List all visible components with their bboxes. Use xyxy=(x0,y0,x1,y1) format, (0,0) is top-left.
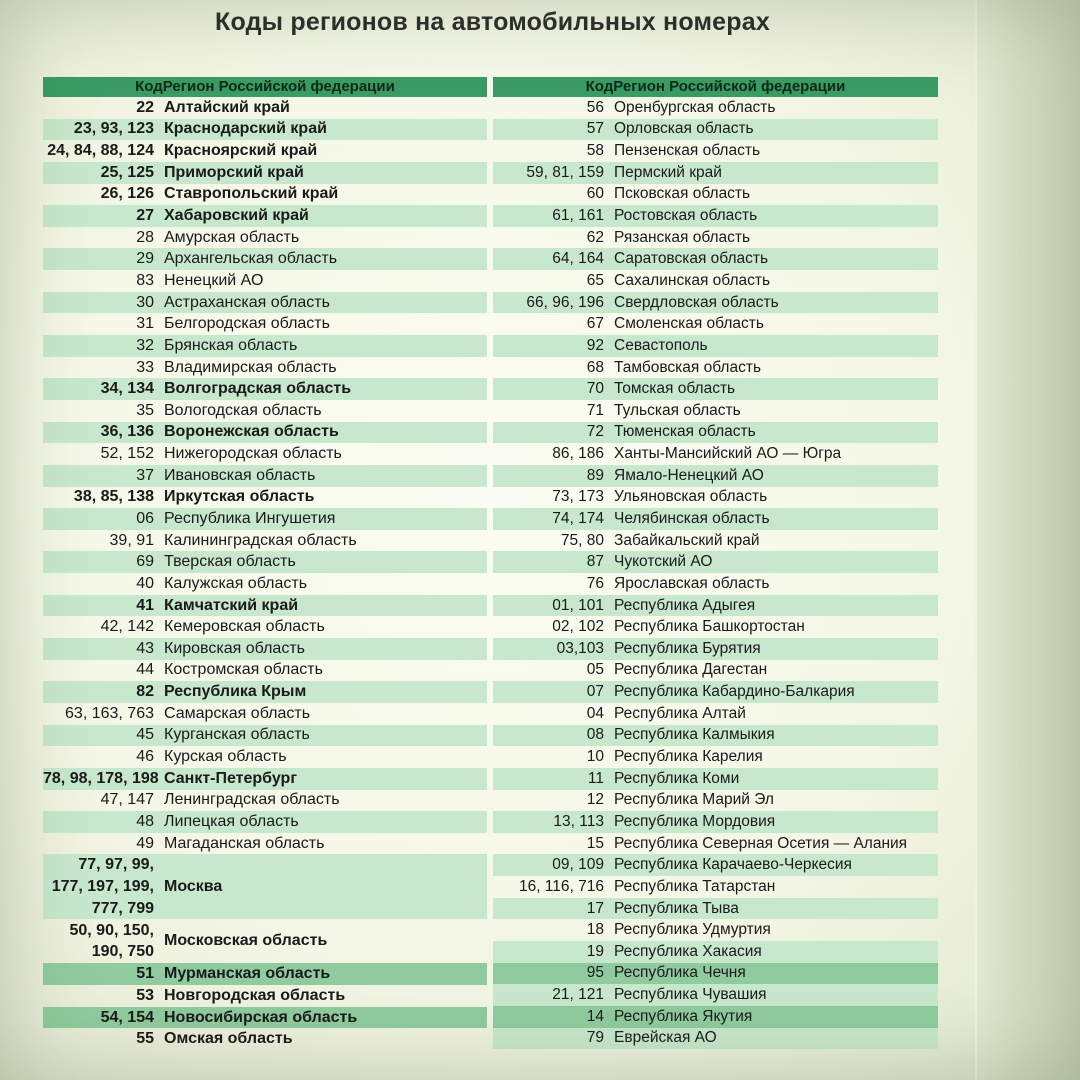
region-code: 30 xyxy=(136,293,154,311)
region-name: Калининградская область xyxy=(164,531,357,549)
table-row xyxy=(493,313,938,335)
region-name: Курская область xyxy=(164,748,287,766)
region-name: Республика Адыгея xyxy=(614,596,756,614)
region-name: Ярославская область xyxy=(614,574,770,592)
table-row xyxy=(43,248,487,270)
table-row xyxy=(43,313,487,335)
table-row xyxy=(43,357,487,379)
region-code: 07 xyxy=(586,683,604,701)
region-code: 23, 93, 123 xyxy=(73,120,154,138)
region-code: 95 xyxy=(586,964,604,982)
region-code: 79 xyxy=(586,1029,604,1047)
region-name: Ленинградская область xyxy=(164,791,340,809)
region-name: Красноярский край xyxy=(164,142,318,160)
region-name: Кировская область xyxy=(164,639,305,657)
region-name: Республика Кабардино-Балкария xyxy=(614,683,855,701)
table-row xyxy=(43,1007,487,1029)
table-row xyxy=(493,1006,938,1028)
region-name: Тюменская область xyxy=(614,423,756,441)
region-code: 78, 98, 178, 198 xyxy=(43,769,159,787)
region-code: 40 xyxy=(136,574,154,592)
table-row xyxy=(493,768,938,790)
region-code: 03,103 xyxy=(556,639,604,657)
region-code: 59, 81, 159 xyxy=(526,163,604,181)
table-row xyxy=(493,530,938,552)
left-table-body xyxy=(43,97,487,1050)
region-code: 21, 121 xyxy=(552,986,604,1004)
region-name: Республика Якутия xyxy=(614,1007,753,1025)
table-row xyxy=(43,790,487,812)
right-table-body xyxy=(493,97,938,1049)
region-code: 56 xyxy=(586,98,604,116)
region-name: Республика Чувашия xyxy=(614,986,767,1004)
region-name: Ульяновская область xyxy=(614,488,768,506)
table-row xyxy=(493,378,938,400)
region-code: 62 xyxy=(586,228,604,246)
region-name: Республика Чечня xyxy=(614,964,746,982)
region-code: 06 xyxy=(136,509,154,527)
table-row xyxy=(43,227,487,249)
region-name: Омская область xyxy=(164,1030,293,1048)
table-row xyxy=(493,357,938,379)
table-row xyxy=(43,919,487,963)
page-edge xyxy=(975,0,1080,1080)
region-code: 55 xyxy=(136,1030,154,1048)
table-row xyxy=(43,595,487,617)
table-row xyxy=(43,616,487,638)
region-name: Республика Башкортостан xyxy=(614,618,805,636)
table-row xyxy=(493,811,938,833)
table-row xyxy=(493,487,938,509)
region-code: 09, 109 xyxy=(552,856,604,874)
region-code: 68 xyxy=(586,358,604,376)
table-row xyxy=(43,184,487,206)
table-row xyxy=(493,422,938,444)
region-name: Республика Северная Осетия — Алания xyxy=(614,834,908,852)
region-name: Новгородская область xyxy=(164,986,346,1004)
table-row xyxy=(43,292,487,314)
region-name: Самарская область xyxy=(164,704,311,722)
region-name: Тульская область xyxy=(614,401,741,419)
region-code: 14 xyxy=(586,1007,604,1025)
region-name: Республика Удмуртия xyxy=(614,921,771,939)
region-code: 05 xyxy=(586,661,604,679)
table-row xyxy=(493,854,938,876)
region-name: Брянская область xyxy=(164,336,298,354)
table-row xyxy=(493,335,938,357)
region-name: Республика Татарстан xyxy=(614,877,776,895)
table-row xyxy=(43,963,487,985)
region-name: Мурманская область xyxy=(164,965,331,983)
region-code: 82 xyxy=(136,683,154,701)
region-name: Республика Марий Эл xyxy=(614,791,774,809)
table-row xyxy=(43,422,487,444)
region-code: 37 xyxy=(136,466,154,484)
region-name: Орловская область xyxy=(614,120,754,138)
region-name: Еврейская АО xyxy=(614,1029,717,1047)
region-code: 64, 164 xyxy=(552,250,604,268)
region-name: Архангельская область xyxy=(164,250,338,268)
region-name: Санкт-Петербург xyxy=(164,769,297,787)
region-code: 63, 163, 763 xyxy=(65,704,154,722)
table-row xyxy=(43,811,487,833)
region-name: Воронежская область xyxy=(164,423,339,441)
region-name: Астраханская область xyxy=(164,293,330,311)
table-row xyxy=(493,400,938,422)
table-row xyxy=(493,898,938,920)
region-name: Тамбовская область xyxy=(614,358,762,376)
table-row xyxy=(493,119,938,141)
table-row xyxy=(493,638,938,660)
table-row xyxy=(493,227,938,249)
region-name: Рязанская область xyxy=(614,228,751,246)
table-row xyxy=(43,335,487,357)
region-name: Республика Коми xyxy=(614,769,740,787)
table-row xyxy=(43,1028,487,1050)
region-code: 83 xyxy=(136,271,154,289)
region-code: 04 xyxy=(586,704,604,722)
region-name: Томская область xyxy=(614,380,736,398)
table-row xyxy=(493,97,938,119)
region-code: 27 xyxy=(136,207,154,225)
region-name: Сахалинская область xyxy=(614,271,771,289)
left-table-header: КодРегион Российской федерации xyxy=(43,77,487,97)
right-table xyxy=(493,77,938,1049)
region-code: 48 xyxy=(136,812,154,830)
region-code: 53 xyxy=(136,986,154,1004)
region-name: Новосибирская область xyxy=(164,1008,358,1026)
region-code: 67 xyxy=(586,315,604,333)
region-name: Калужская область xyxy=(164,574,308,592)
region-name: Алтайский край xyxy=(164,98,290,116)
region-name: Республика Бурятия xyxy=(614,639,761,657)
table-row xyxy=(43,97,487,119)
region-name: Приморский край xyxy=(164,163,304,181)
table-row xyxy=(493,703,938,725)
region-code: 44 xyxy=(136,661,154,679)
region-code: 17 xyxy=(586,899,604,917)
region-code: 72 xyxy=(586,423,604,441)
table-row xyxy=(493,725,938,747)
region-name: Ростовская область xyxy=(614,207,758,225)
region-code: 12 xyxy=(586,791,604,809)
table-row xyxy=(43,508,487,530)
table-row xyxy=(493,790,938,812)
table-row xyxy=(43,530,487,552)
region-name: Пермский край xyxy=(614,163,722,181)
right-table-header: КодРегион Российской федерации xyxy=(493,77,938,97)
table-row xyxy=(43,638,487,660)
table-row xyxy=(43,746,487,768)
region-code: 45 xyxy=(136,726,154,744)
region-code: 49 xyxy=(136,834,154,852)
table-row xyxy=(493,876,938,898)
region-code: 26, 126 xyxy=(100,185,154,203)
table-row xyxy=(493,681,938,703)
region-name: Республика Дагестан xyxy=(614,661,768,679)
region-name: Республика Карелия xyxy=(614,748,763,766)
table-row xyxy=(493,205,938,227)
region-code: 28 xyxy=(136,228,154,246)
table-row xyxy=(493,270,938,292)
region-name: Ханты-Мансийский АО — Югра xyxy=(614,445,842,463)
region-name: Чукотский АО xyxy=(614,553,713,571)
table-row xyxy=(493,292,938,314)
region-code: 08 xyxy=(586,726,604,744)
table-row xyxy=(493,833,938,855)
region-code: 89 xyxy=(586,466,604,484)
region-code: 66, 96, 196 xyxy=(526,293,604,311)
region-name: Волгоградская область xyxy=(164,380,352,398)
region-code: 60 xyxy=(586,185,604,203)
table-row xyxy=(493,963,938,985)
region-code: 24, 84, 88, 124 xyxy=(47,142,154,160)
table-row xyxy=(493,162,938,184)
region-code: 54, 154 xyxy=(100,1008,154,1026)
region-name: Ставропольский край xyxy=(164,185,339,203)
table-row xyxy=(493,508,938,530)
region-name: Забайкальский край xyxy=(614,531,760,549)
region-code: 39, 91 xyxy=(109,531,154,549)
table-row xyxy=(43,660,487,682)
region-code: 87 xyxy=(586,553,604,571)
table-row xyxy=(43,487,487,509)
region-code: 86, 186 xyxy=(552,445,604,463)
table-row xyxy=(43,119,487,141)
region-code: 51 xyxy=(136,965,154,983)
region-code: 73, 173 xyxy=(552,488,604,506)
region-code: 47, 147 xyxy=(100,791,154,809)
table-row xyxy=(43,703,487,725)
table-row xyxy=(493,573,938,595)
region-name: Костромская область xyxy=(164,661,323,679)
region-code: 65 xyxy=(586,271,604,289)
table-row xyxy=(43,573,487,595)
region-code: 16, 116, 716 xyxy=(518,877,604,895)
region-name: Республика Крым xyxy=(164,683,307,701)
region-name: Республика Ингушетия xyxy=(164,509,336,527)
region-name: Москва xyxy=(164,877,223,895)
table-row xyxy=(493,248,938,270)
table-row xyxy=(493,919,938,941)
region-name: Смоленская область xyxy=(614,315,764,333)
region-name: Нижегородская область xyxy=(164,445,342,463)
region-code: 25, 125 xyxy=(100,163,154,181)
region-name: Вологодская область xyxy=(164,401,322,419)
region-code: 61, 161 xyxy=(552,207,604,225)
region-name: Магаданская область xyxy=(164,834,325,852)
region-name: Республика Мордовия xyxy=(614,812,776,830)
region-code: 18 xyxy=(586,921,604,939)
left-table xyxy=(43,77,487,1050)
table-row xyxy=(493,184,938,206)
region-code: 22 xyxy=(136,98,154,116)
region-code: 46 xyxy=(136,748,154,766)
region-name: Ивановская область xyxy=(164,466,316,484)
page-title: Коды регионов на автомобильных номерах xyxy=(215,8,770,36)
region-code: 35 xyxy=(136,401,154,419)
region-code: 19 xyxy=(586,942,604,960)
region-code: 02, 102 xyxy=(552,618,604,636)
table-row xyxy=(43,205,487,227)
table-row xyxy=(493,616,938,638)
region-name: Хабаровский край xyxy=(164,207,309,225)
table-row xyxy=(493,1028,938,1050)
region-name: Краснодарский край xyxy=(164,120,327,138)
region-code: 77, 97, 99, 177, 197, 199, 777, 799 xyxy=(51,856,154,917)
region-code: 10 xyxy=(586,748,604,766)
region-code: 43 xyxy=(136,639,154,657)
region-name: Свердловская область xyxy=(614,293,779,311)
region-name: Челябинская область xyxy=(614,509,770,527)
table-row xyxy=(493,465,938,487)
region-name: Севастополь xyxy=(614,336,708,354)
table-row xyxy=(493,746,938,768)
region-code: 74, 174 xyxy=(552,509,604,527)
table-row xyxy=(493,140,938,162)
region-code: 57 xyxy=(586,120,604,138)
region-name: Республика Карачаево-Черкесия xyxy=(614,856,852,874)
region-code: 71 xyxy=(586,401,604,419)
region-code: 01, 101 xyxy=(552,596,604,614)
region-name: Саратовская область xyxy=(614,250,769,268)
table-row xyxy=(493,941,938,963)
table-row xyxy=(493,551,938,573)
table-row xyxy=(43,443,487,465)
table-row xyxy=(43,833,487,855)
region-code: 15 xyxy=(586,834,604,852)
table-row xyxy=(43,725,487,747)
region-name: Республика Алтай xyxy=(614,704,746,722)
region-name: Оренбургская область xyxy=(614,98,776,116)
region-code: 33 xyxy=(136,358,154,376)
table-row xyxy=(493,595,938,617)
region-name: Ненецкий АО xyxy=(164,271,264,289)
region-code: 75, 80 xyxy=(560,531,604,549)
region-name: Республика Тыва xyxy=(614,899,739,917)
region-name: Тверская область xyxy=(164,553,296,571)
region-code: 58 xyxy=(586,142,604,160)
region-name: Владимирская область xyxy=(164,358,337,376)
region-name: Камчатский край xyxy=(164,596,299,614)
table-row xyxy=(43,854,487,919)
table-row xyxy=(43,985,487,1007)
table-row xyxy=(43,378,487,400)
region-name: Иркутская область xyxy=(164,488,315,506)
region-name: Республика Хакасия xyxy=(614,942,762,960)
region-name: Амурская область xyxy=(164,228,300,246)
region-code: 36, 136 xyxy=(100,423,154,441)
region-code: 42, 142 xyxy=(100,618,154,636)
region-name: Республика Калмыкия xyxy=(614,726,775,744)
region-name: Ямало-Ненецкий АО xyxy=(614,466,764,484)
region-name: Московская область xyxy=(164,932,328,950)
region-code: 31 xyxy=(136,315,154,333)
region-code: 32 xyxy=(136,336,154,354)
table-row xyxy=(43,270,487,292)
region-code: 34, 134 xyxy=(100,380,154,398)
region-code: 69 xyxy=(136,553,154,571)
region-code: 52, 152 xyxy=(100,445,154,463)
region-code: 50, 90, 150, 190, 750 xyxy=(69,921,154,961)
table-row xyxy=(43,551,487,573)
region-code: 92 xyxy=(586,336,604,354)
table-row xyxy=(43,140,487,162)
table-row xyxy=(43,768,487,790)
region-code: 70 xyxy=(586,380,604,398)
region-code: 76 xyxy=(586,574,604,592)
table-row xyxy=(43,681,487,703)
table-row xyxy=(43,465,487,487)
table-row xyxy=(493,660,938,682)
region-name: Липецкая область xyxy=(164,812,299,830)
region-code: 38, 85, 138 xyxy=(73,488,154,506)
region-name: Кемеровская область xyxy=(164,618,325,636)
table-row xyxy=(43,162,487,184)
table-row xyxy=(493,443,938,465)
region-name: Белгородская область xyxy=(164,315,330,333)
region-code: 11 xyxy=(587,769,604,787)
region-name: Пензенская область xyxy=(614,142,761,160)
region-name: Курганская область xyxy=(164,726,310,744)
region-code: 29 xyxy=(136,250,154,268)
region-code: 13, 113 xyxy=(553,812,604,830)
region-code: 41 xyxy=(136,596,154,614)
region-name: Псковская область xyxy=(614,185,751,203)
table-row xyxy=(43,400,487,422)
table-row xyxy=(493,984,938,1006)
